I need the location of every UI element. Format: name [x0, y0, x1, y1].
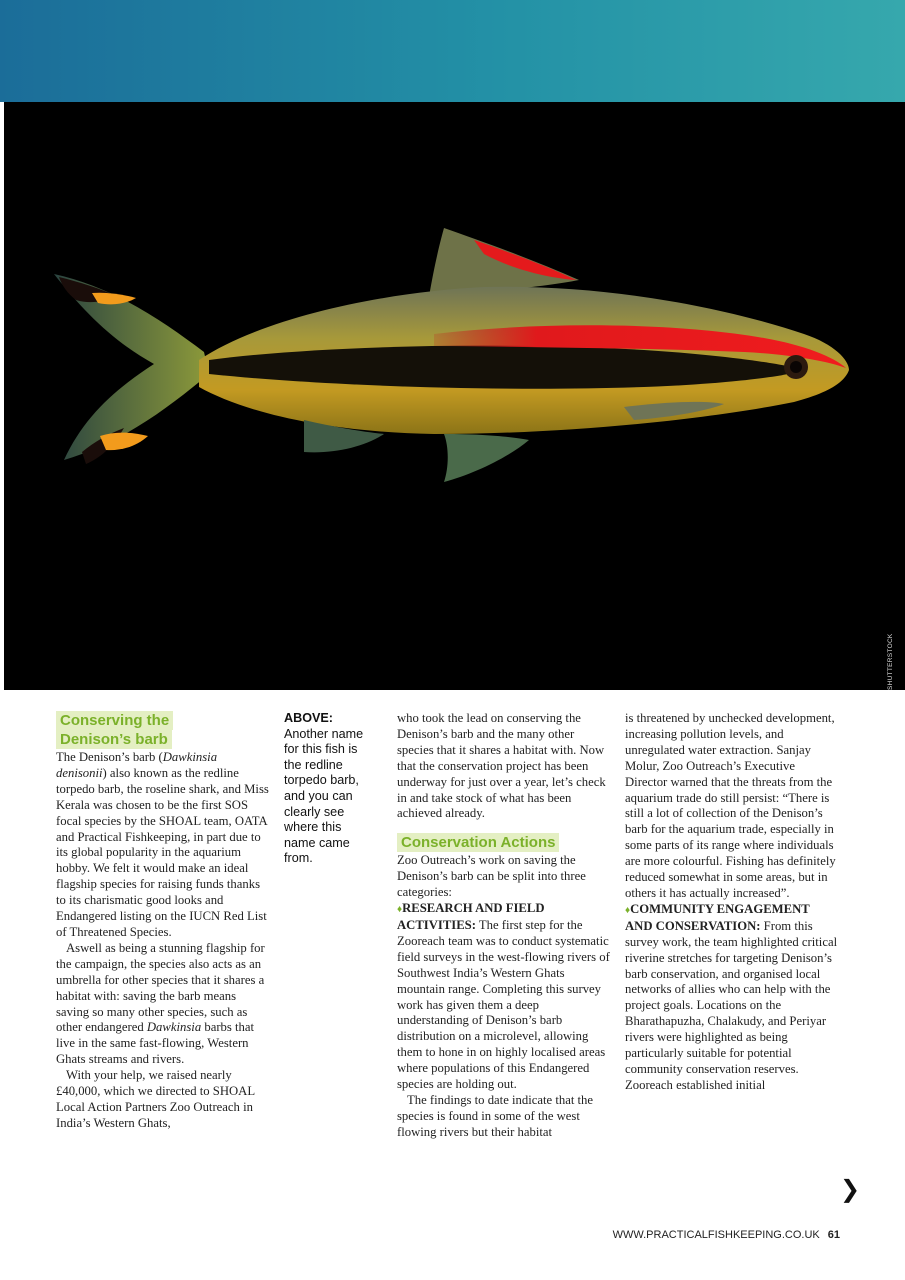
continue-arrow-icon: ❯ [840, 1175, 861, 1203]
fish-photo [4, 102, 905, 690]
paragraph: who took the lead on conserving the Denison’s barb and the many other species that it shares a habitat with. Now that the conservation project has been underway for just over a year, let’s check in and take stock of what has been achieved already. [397, 711, 606, 821]
denisons-barb-illustration [4, 102, 905, 690]
section-heading-conserving [56, 711, 270, 749]
tail-spot-lower-orange [100, 433, 148, 451]
photo-credit: SHUTTERSTOCK [887, 633, 894, 690]
drop-bullet-icon: ♦ [625, 904, 631, 916]
page-number: 61 [827, 1229, 840, 1241]
header-color-bar [0, 0, 905, 102]
scientific-name: Dawkinsia denisonii [56, 750, 218, 780]
caption-label: ABOVE: [284, 711, 333, 725]
drop-bullet-icon: ♦ [397, 904, 403, 916]
tail-spot-upper-orange [92, 293, 136, 305]
list-item-community: ♦COMMUNITY ENGAGEMENT AND CONSERVATION: From this survey work, the team highlighted critical riverine stretches for targeting Denison’s barb conservation, and organised local networks of allies who can help with the project goals. Locations on the Bharathapuzha, Chalakudy, and Periyar rivers were highlighted as being particularly suitable for potential community conservation reserves. Zooreach established initial [625, 901, 838, 1092]
paragraph: The findings to date indicate that the species is found in some of the west flowing rivers but their habitat [397, 1092, 594, 1139]
paragraph: Zoo Outreach’s work on saving the Denison’s barb can be split into three categories: [397, 853, 586, 900]
scientific-name: Dawkinsia [146, 1020, 202, 1035]
footer-url: WWW.PRACTICALFISHKEEPING.CO.UK [612, 1229, 820, 1241]
section-heading-conservation-actions [397, 833, 611, 852]
heading-line-1: Conserving the [56, 711, 173, 730]
tail-fin [54, 274, 209, 460]
column-3 [397, 711, 611, 1141]
photo-caption [284, 711, 376, 867]
column-4 [625, 711, 839, 1094]
paragraph: With your help, we raised nearly £40,000, which we directed to SHOAL Local Action Partners Zoo Outreach in India’s Western Ghats, [56, 1068, 255, 1130]
caption-text: Another name for this fish is the redline torpedo barb, and you can clearly see where this name came from. [284, 726, 364, 866]
fish-eye-pupil [790, 361, 802, 373]
heading-line-2: Denison’s barb [56, 730, 172, 749]
heading: Conservation Actions [397, 833, 559, 852]
paragraph: The Denison’s barb (Dawkinsia denisonii) also known as the redline torpedo barb, the roseline shark, and Miss Kerala was chosen to be the first SOS focal species by the SHOAL team, OATA and Practical Fishkeeping, in part due to its global popularity in the aquarium hobby. We felt it would make an ideal flagship species for raising funds thanks to its charismatic good looks and Endangered listing on the IUCN Red List of Threatened Species. [56, 750, 269, 939]
list-item-research: ♦RESEARCH AND FIELD ACTIVITIES: The first step for the Zooreach team was to conduct systematic field surveys in the west-flowing rivers of Southwest India’s Western Ghats mountain range. Completing this survey work has given them a deep understanding of Denison’s barb distribution on a microlevel, allowing them to hone in on highly localised areas where populations of this Endangered species are holding out. [397, 901, 610, 1092]
paragraph: is threatened by unchecked development, increasing pollution levels, and unregulated water extraction. Sanjay Molur, Zoo Outreach’s Executive Director warned that the threats from the aquarium trade do still persist: “There is still a lot of collection of the Denison’s barb for the aquarium trade, especially in some parts of its range where individuals are more colourful. Fishing has definitely reduced somewhat in some areas, but in others it has actually increased”. [625, 711, 836, 900]
pelvic-fin [444, 434, 529, 482]
column-1 [56, 711, 270, 1132]
page-footer [560, 1229, 840, 1241]
paragraph: Aswell as being a stunning flagship for the campaign, the species also acts as an umbrella for other species that it shares a habitat with: saving the barb means saving so many other species, such as other endangered Dawkinsia barbs that live in the same fast-flowing, Western Ghats streams and rivers. [56, 940, 265, 1067]
